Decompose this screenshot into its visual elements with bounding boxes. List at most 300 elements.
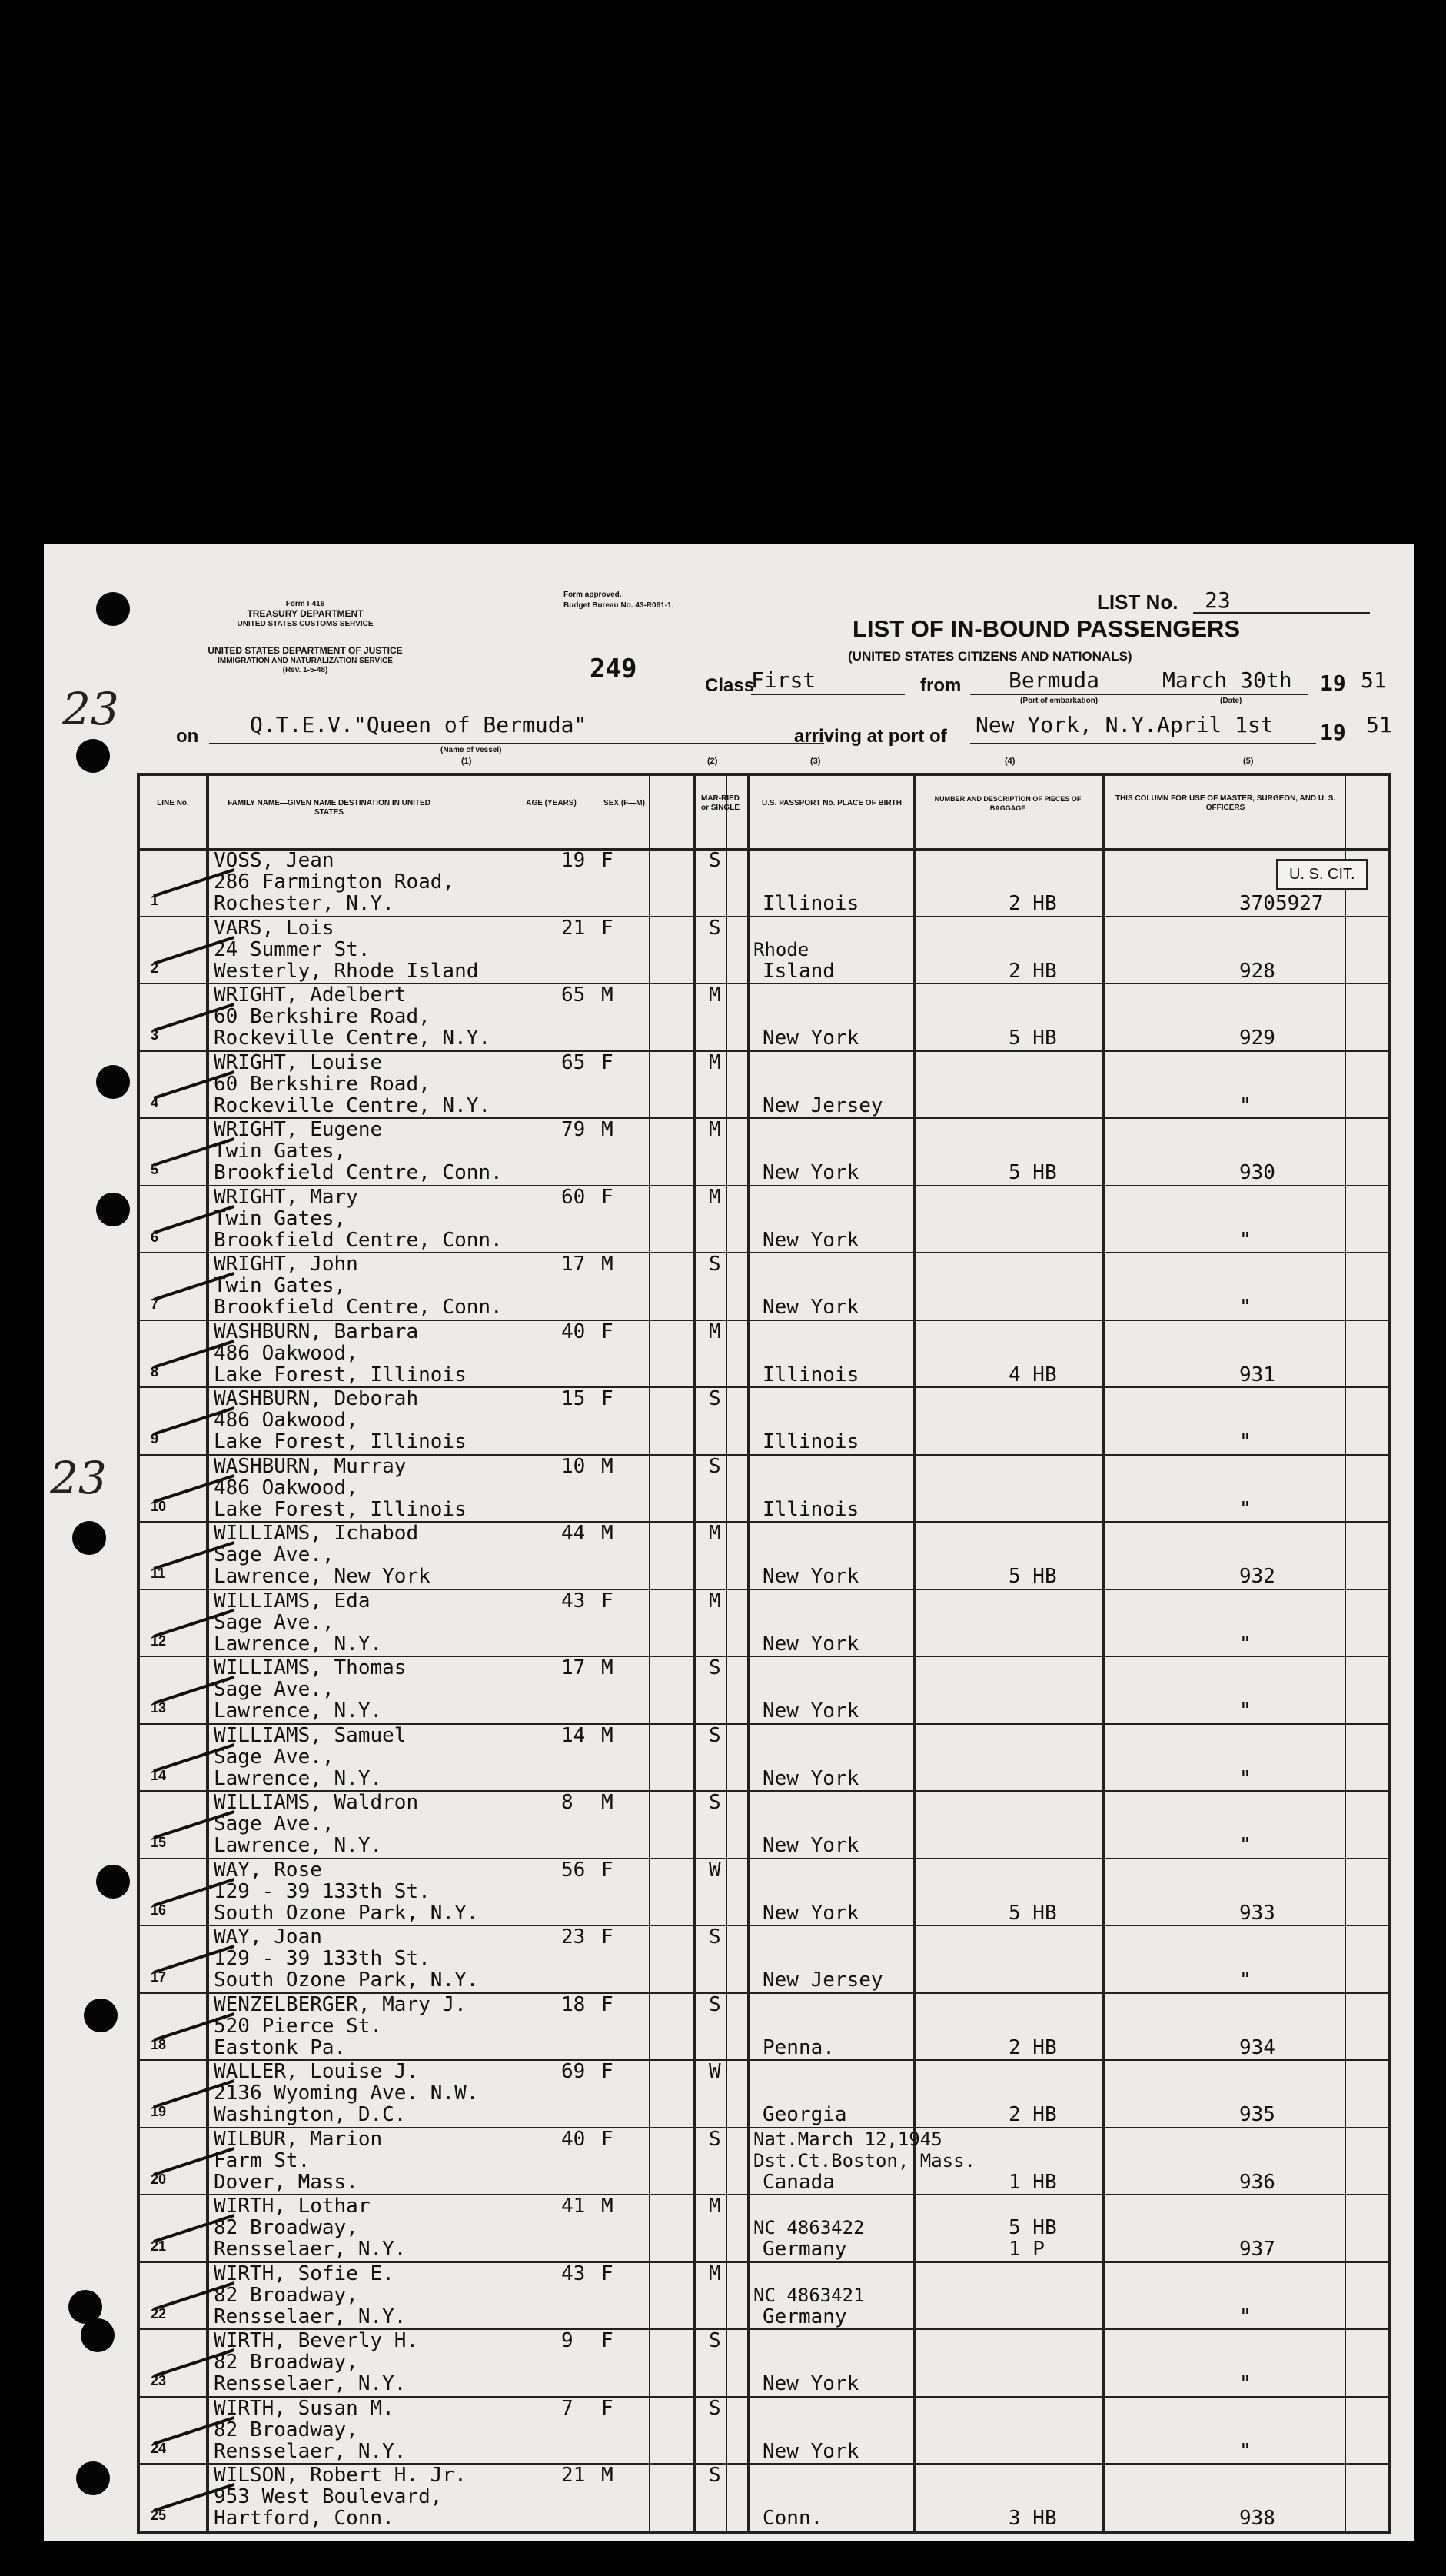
officer-number: " (1239, 1497, 1252, 1521)
arrival-port: New York, N.Y.April 1st (976, 712, 1274, 737)
passenger-name: WILBUR, Marion (214, 2127, 383, 2151)
birthplace: Canada (763, 2170, 835, 2194)
marital-status: M (709, 1185, 721, 1209)
address-line-1: Twin Gates, (214, 1140, 347, 1163)
officer-number: " (1239, 2372, 1252, 2395)
officer-number: " (1239, 1430, 1252, 1453)
sex-value: F (601, 1387, 613, 1410)
class-value: First (751, 667, 816, 693)
address-line-2: Hartford, Conn. (214, 2507, 394, 2530)
officer-number: " (1239, 1228, 1252, 1252)
baggage-line-2: 2 HB (1009, 2035, 1057, 2059)
sex-value: M (601, 2464, 613, 2487)
age-value: 40 (561, 2127, 586, 2151)
from-value: Bermuda (1009, 667, 1100, 693)
officer-number: 932 (1239, 1565, 1275, 1588)
passenger-name: WILLIAMS, Samuel (214, 1723, 407, 1747)
address-line-2: Lake Forest, Illinois (214, 1363, 467, 1386)
passenger-name: WILLIAMS, Waldron (214, 1791, 419, 1814)
address-line-2: Brookfield Centre, Conn. (214, 1161, 503, 1184)
age-value: 14 (561, 1723, 586, 1747)
line-number: 25 (151, 2508, 167, 2523)
header-passport: U.S. PASSPORT No. PLACE OF BIRTH (761, 799, 903, 807)
birthplace: New York (763, 1901, 859, 1925)
address-line-1: Sage Ave., (214, 1610, 334, 1634)
age-value: 65 (561, 1050, 586, 1074)
line-number: 10 (151, 1498, 167, 1514)
sex-value: M (601, 1522, 613, 1545)
age-value: 19 (561, 849, 586, 872)
sex-value: F (601, 1185, 613, 1209)
col-num-2: (2) (707, 757, 718, 766)
birthplace: New York (763, 1766, 859, 1790)
officer-number: " (1239, 1834, 1252, 1857)
officer-number: " (1239, 2305, 1252, 2328)
birthplace: New York (763, 1565, 859, 1588)
table-row (140, 1119, 1388, 1186)
age-value: 10 (561, 1454, 586, 1478)
age-value: 44 (561, 1522, 586, 1545)
address-line-1: Sage Ave., (214, 1543, 334, 1566)
sex-value: F (601, 916, 613, 940)
passenger-name: WAY, Joan (214, 1925, 322, 1949)
passport-line-2: NC 4863421 (753, 2284, 865, 2306)
address-line-1: Sage Ave., (214, 1745, 334, 1769)
table-row (140, 2061, 1388, 2128)
birthplace: New York (763, 2439, 859, 2463)
dept-immigration: IMMIGRATION AND NATURALIZATION SERVICE (218, 657, 393, 665)
marital-status: M (709, 1118, 721, 1141)
form-revision: (Rev. 1-5-48) (282, 666, 328, 674)
vessel-caption: (Name of vessel) (440, 746, 502, 754)
baggage-line-2: 1 HB (1009, 2170, 1057, 2194)
list-no-value: 23 (1205, 587, 1231, 613)
from-label: from (920, 675, 962, 696)
sex-value: F (601, 1050, 613, 1074)
passport-line-2: NC 4863422 (753, 2217, 865, 2238)
marital-status: M (709, 1320, 721, 1343)
page-number: 249 (590, 654, 637, 684)
address-line-1: Twin Gates, (214, 1274, 347, 1297)
marital-status: M (709, 1050, 721, 1074)
header-name: FAMILY NAME—GIVEN NAME DESTINATION IN UNITED STATES (228, 799, 430, 817)
form-approved: Form approved. (563, 591, 622, 599)
age-value: 60 (561, 1185, 586, 1209)
address-line-1: 82 Broadway, (214, 2418, 358, 2441)
birthplace: New York (763, 1699, 859, 1722)
sex-value: F (601, 1925, 613, 1949)
birthplace: Illinois (763, 892, 859, 915)
age-value: 7 (561, 2396, 573, 2420)
punch-hole (96, 1865, 130, 1899)
table-row (140, 2128, 1388, 2195)
col-num-1: (1) (461, 757, 472, 766)
marital-status: S (709, 1253, 721, 1276)
list-no-label: LIST No. (1097, 591, 1178, 614)
officer-number: " (1239, 1766, 1252, 1790)
officer-number: 937 (1239, 2238, 1275, 2261)
address-line-1: Twin Gates, (214, 1206, 347, 1230)
birthplace: Illinois (763, 1430, 859, 1453)
officer-number: " (1239, 2439, 1252, 2463)
passport-line-1: Nat.March 12,1945 (753, 2128, 942, 2150)
passenger-name: WILLIAMS, Thomas (214, 1656, 407, 1679)
punch-hole (96, 592, 130, 626)
birthplace: Penna. (763, 2035, 835, 2059)
table-row (140, 2195, 1388, 2262)
passenger-name: WRIGHT, Mary (214, 1185, 358, 1209)
header-line-no: LINE No. (157, 799, 189, 807)
marital-status: M (709, 983, 721, 1007)
address-line-2: Rochester, N.Y. (214, 892, 394, 915)
passenger-name: WILLIAMS, Eda (214, 1589, 371, 1612)
marital-status: S (709, 2329, 721, 2352)
age-value: 43 (561, 2261, 586, 2285)
line-number: 14 (151, 1767, 167, 1783)
punch-hole (76, 739, 110, 773)
passport-line-2: Rhode (753, 938, 809, 960)
age-value: 15 (561, 1387, 586, 1410)
birthplace: Germany (763, 2238, 847, 2261)
marital-status: S (709, 849, 721, 872)
passenger-name: WILLIAMS, Ichabod (214, 1522, 419, 1545)
marital-status: S (709, 916, 721, 940)
header-age: AGE (YEARS) (526, 799, 577, 807)
table-row (140, 1253, 1388, 1320)
passenger-name: VARS, Lois (214, 916, 334, 940)
age-value: 43 (561, 1589, 586, 1612)
form-subtitle: (UNITED STATES CITIZENS AND NATIONALS) (848, 649, 1132, 664)
baggage-line-2: 2 HB (1009, 959, 1057, 983)
birthplace: Illinois (763, 1363, 859, 1386)
sex-value: F (601, 1992, 613, 2016)
line-number: 20 (151, 2171, 167, 2187)
officer-number: 929 (1239, 1027, 1275, 1050)
passenger-name: WIRTH, Susan M. (214, 2396, 394, 2420)
officer-number: 928 (1239, 959, 1275, 983)
marital-status: S (709, 1387, 721, 1410)
age-value: 56 (561, 1858, 586, 1882)
officer-number: 931 (1239, 1363, 1275, 1386)
line-number: 6 (151, 1229, 159, 1245)
officer-number: 3705927 (1239, 892, 1324, 915)
form-title: LIST OF IN-BOUND PASSENGERS (853, 615, 1241, 642)
address-line-2: Rensselaer, N.Y. (214, 2372, 407, 2395)
address-line-1: 520 Pierce St. (214, 2014, 383, 2038)
age-value: 17 (561, 1656, 586, 1679)
address-line-1: 82 Broadway, (214, 2283, 358, 2307)
line-number: 17 (151, 1969, 167, 1985)
age-value: 69 (561, 2060, 586, 2083)
vessel-name: Q.T.E.V."Queen of Bermuda" (250, 712, 587, 737)
table-row (140, 917, 1388, 984)
table-row (140, 2330, 1388, 2397)
line-number: 12 (151, 1632, 167, 1649)
sex-value: M (601, 1656, 613, 1679)
budget-bureau: Budget Bureau No. 43-R061-1. (563, 601, 674, 610)
address-line-1: Sage Ave., (214, 1678, 334, 1701)
margin-note: 23 (50, 1452, 107, 1504)
baggage-line-2: 5 HB (1009, 1161, 1057, 1184)
baggage-line-2: 2 HB (1009, 892, 1057, 915)
passenger-name: WRIGHT, John (214, 1253, 358, 1276)
sex-value: F (601, 2329, 613, 2352)
birthplace: Georgia (763, 2103, 847, 2126)
sex-value: M (601, 2195, 613, 2218)
line-number: 5 (151, 1162, 159, 1177)
address-line-1: 486 Oakwood, (214, 1476, 358, 1499)
line-number: 9 (151, 1431, 159, 1446)
officer-number: " (1239, 1969, 1252, 1992)
age-value: 40 (561, 1320, 586, 1343)
table-row (140, 1590, 1388, 1657)
baggage-line-2: 2 HB (1009, 2103, 1057, 2126)
sex-value: F (601, 2261, 613, 2285)
address-line-2: Lawrence, N.Y. (214, 1699, 383, 1722)
age-value: 9 (561, 2329, 573, 2352)
table-row (140, 1523, 1388, 1589)
col-num-5: (5) (1243, 757, 1254, 766)
sex-value: M (601, 1791, 613, 1814)
table-row (140, 1456, 1388, 1523)
officer-number: 935 (1239, 2103, 1275, 2126)
passenger-name: WASHBURN, Deborah (214, 1387, 419, 1410)
table-row (140, 850, 1388, 917)
table-row (140, 1926, 1388, 1993)
line-number: 13 (151, 1700, 167, 1716)
punch-hole (76, 2461, 110, 2495)
table-row (140, 984, 1388, 1051)
sex-value: F (601, 2060, 613, 2083)
address-line-1: 129 - 39 133th St. (214, 1879, 430, 1903)
line-number: 18 (151, 2036, 167, 2052)
table-row (140, 1321, 1388, 1388)
address-line-1: 953 West Boulevard, (214, 2485, 443, 2508)
arrival-year-prefix: 19 (1320, 720, 1346, 745)
birthplace: Island (763, 959, 835, 983)
passport-line-2: Dst.Ct.Boston, Mass. (753, 2149, 976, 2172)
marital-status: M (709, 2195, 721, 2218)
officer-number: 934 (1239, 2035, 1275, 2059)
sex-value: M (601, 983, 613, 1007)
sex-value: F (601, 1589, 613, 1612)
address-line-1: 286 Farmington Road, (214, 870, 455, 894)
line-number: 2 (151, 960, 159, 976)
table-row (140, 2263, 1388, 2330)
address-line-2: Rensselaer, N.Y. (214, 2238, 407, 2261)
sex-value: M (601, 1723, 613, 1747)
row-divider (140, 2531, 1388, 2532)
marital-status: M (709, 1589, 721, 1612)
sex-value: F (601, 849, 613, 872)
marital-status: W (709, 1858, 721, 1882)
table-row (140, 1792, 1388, 1859)
age-value: 21 (561, 2464, 586, 2487)
address-line-2: Rensselaer, N.Y. (214, 2439, 407, 2463)
address-line-2: South Ozone Park, N.Y. (214, 1969, 479, 1992)
line-number: 3 (151, 1027, 159, 1043)
address-line-2: Brookfield Centre, Conn. (214, 1228, 503, 1252)
line-number: 19 (151, 2104, 167, 2119)
marital-status: S (709, 1925, 721, 1949)
address-line-2: Westerly, Rhode Island (214, 959, 479, 983)
age-value: 41 (561, 2195, 586, 2218)
passenger-name: WIRTH, Sofie E. (214, 2261, 394, 2285)
marital-status: S (709, 1454, 721, 1478)
passenger-name: VOSS, Jean (214, 849, 334, 872)
address-line-1: Farm St. (214, 2148, 311, 2172)
age-value: 18 (561, 1992, 586, 2016)
sex-value: M (601, 1118, 613, 1141)
sex-value: M (601, 1253, 613, 1276)
address-line-2: Rensselaer, N.Y. (214, 2305, 407, 2328)
address-line-1: 486 Oakwood, (214, 1409, 358, 1432)
age-value: 21 (561, 916, 586, 940)
punch-hole (72, 1521, 106, 1555)
address-line-1: 60 Berkshire Road, (214, 1072, 430, 1096)
address-line-2: Eastonk Pa. (214, 2035, 347, 2059)
birthplace: New York (763, 1027, 859, 1050)
passenger-name: WIRTH, Beverly H. (214, 2329, 419, 2352)
form-number: Form I-416 (285, 600, 325, 608)
marital-status: S (709, 2127, 721, 2151)
port-caption: (Port of embarkation) (1020, 697, 1099, 705)
header-baggage: NUMBER AND DESCRIPTION OF PIECES OF BAGGAGE (934, 795, 1082, 812)
birthplace: New York (763, 2372, 859, 2395)
line-number: 23 (151, 2373, 167, 2388)
address-line-2: Washington, D.C. (214, 2103, 407, 2126)
table-row (140, 1186, 1388, 1253)
dept-customs: UNITED STATES CUSTOMS SERVICE (237, 620, 374, 628)
officer-number: " (1239, 1699, 1252, 1722)
birthplace: New York (763, 1161, 859, 1184)
punch-hole (84, 1999, 118, 2032)
dept-justice: UNITED STATES DEPARTMENT OF JUSTICE (208, 645, 403, 656)
on-label: on (176, 726, 199, 747)
address-line-2: Brookfield Centre, Conn. (214, 1296, 503, 1319)
age-value: 17 (561, 1253, 586, 1276)
header-officers: THIS COLUMN FOR USE OF MASTER, SURGEON, AND U. S. OFFICERS (1115, 794, 1336, 812)
birthplace: New Jersey (763, 1969, 883, 1992)
address-line-2: Lawrence, N.Y. (214, 1766, 383, 1790)
address-line-2: South Ozone Park, N.Y. (214, 1901, 479, 1925)
sex-value: F (601, 2396, 613, 2420)
class-label: Class (705, 675, 755, 696)
marital-status: W (709, 2060, 721, 2083)
passenger-name: WILSON, Robert H. Jr. (214, 2464, 467, 2487)
line-number: 4 (151, 1094, 159, 1110)
punch-hole (96, 1193, 130, 1226)
officer-number: 933 (1239, 1901, 1275, 1925)
address-line-2: Lake Forest, Illinois (214, 1430, 467, 1453)
birthplace: Conn. (763, 2507, 823, 2530)
marital-status: M (709, 1522, 721, 1545)
baggage-line-2: 5 HB (1009, 1565, 1057, 1588)
baggage-line-2: 1 P (1009, 2238, 1045, 2261)
date-year: 51 (1361, 667, 1387, 693)
table-row (140, 1859, 1388, 1926)
line-number: 22 (151, 2305, 167, 2321)
header-sex: SEX (F—M) (603, 799, 645, 807)
officer-number: 936 (1239, 2170, 1275, 2194)
passenger-name: WIRTH, Lothar (214, 2195, 371, 2218)
age-value: 65 (561, 983, 586, 1007)
address-line-2: Lawrence, N.Y. (214, 1834, 383, 1857)
officer-number: 930 (1239, 1161, 1275, 1184)
table-row (140, 1052, 1388, 1119)
passenger-name: WRIGHT, Adelbert (214, 983, 407, 1007)
passenger-name: WENZELBERGER, Mary J. (214, 1992, 467, 2016)
header-married: MAR-RIED or SINGLE (700, 794, 740, 812)
col-num-4: (4) (1005, 757, 1016, 766)
address-line-2: Rockeville Centre, N.Y. (214, 1093, 491, 1117)
address-line-1: 82 Broadway, (214, 2351, 358, 2374)
officer-number: 938 (1239, 2507, 1275, 2530)
marital-status: S (709, 1656, 721, 1679)
address-line-1: 129 - 39 133th St. (214, 1947, 430, 1970)
age-value: 8 (561, 1791, 573, 1814)
marital-status: S (709, 1791, 721, 1814)
sex-value: F (601, 1858, 613, 1882)
address-line-1: 60 Berkshire Road, (214, 1005, 430, 1028)
marital-status: S (709, 1723, 721, 1747)
table-row (140, 1388, 1388, 1455)
address-line-2: Dover, Mass. (214, 2170, 358, 2194)
passenger-name: WASHBURN, Barbara (214, 1320, 419, 1343)
marital-status: S (709, 2464, 721, 2487)
table-row (140, 2398, 1388, 2465)
passenger-name: WALLER, Louise J. (214, 2060, 419, 2083)
arrival-year: 51 (1366, 712, 1392, 737)
sex-value: M (601, 1454, 613, 1478)
passenger-name: WAY, Rose (214, 1858, 322, 1882)
passenger-name: WRIGHT, Eugene (214, 1118, 383, 1141)
age-value: 23 (561, 1925, 586, 1949)
marital-status: S (709, 2396, 721, 2420)
line-number: 24 (151, 2440, 167, 2456)
officer-number: " (1239, 1296, 1252, 1319)
passenger-table (137, 773, 1391, 2534)
margin-note: 23 (62, 683, 119, 735)
date-caption: (Date) (1220, 697, 1242, 705)
marital-status: M (709, 2261, 721, 2285)
line-number: 8 (151, 1363, 159, 1380)
address-line-1: 82 Broadway, (214, 2216, 358, 2239)
baggage-line-2: 4 HB (1009, 1363, 1057, 1386)
us-citizen-stamp: U. S. CIT. (1276, 859, 1368, 890)
col-num-3: (3) (810, 757, 821, 766)
date-value: March 30th (1162, 667, 1292, 693)
baggage-line-1: 5 HB (1009, 2216, 1057, 2239)
address-line-1: 486 Oakwood, (214, 1341, 358, 1365)
birthplace: New York (763, 1296, 859, 1319)
baggage-line-2: 5 HB (1009, 1901, 1057, 1925)
marital-status: S (709, 1992, 721, 2016)
baggage-line-2: 3 HB (1009, 2507, 1057, 2530)
line-number: 7 (151, 1296, 159, 1312)
table-row (140, 2465, 1388, 2531)
passenger-name: WRIGHT, Louise (214, 1050, 383, 1074)
birthplace: New Jersey (763, 1093, 883, 1117)
birthplace: New York (763, 1834, 859, 1857)
date-year-prefix: 19 (1320, 671, 1346, 696)
table-row (140, 1725, 1388, 1792)
passenger-name: WASHBURN, Murray (214, 1454, 407, 1478)
table-row (140, 1994, 1388, 2061)
address-line-1: 2136 Wyoming Ave. N.W. (214, 2082, 479, 2105)
line-number: 21 (151, 2238, 167, 2254)
address-line-2: Lawrence, New York (214, 1565, 430, 1588)
